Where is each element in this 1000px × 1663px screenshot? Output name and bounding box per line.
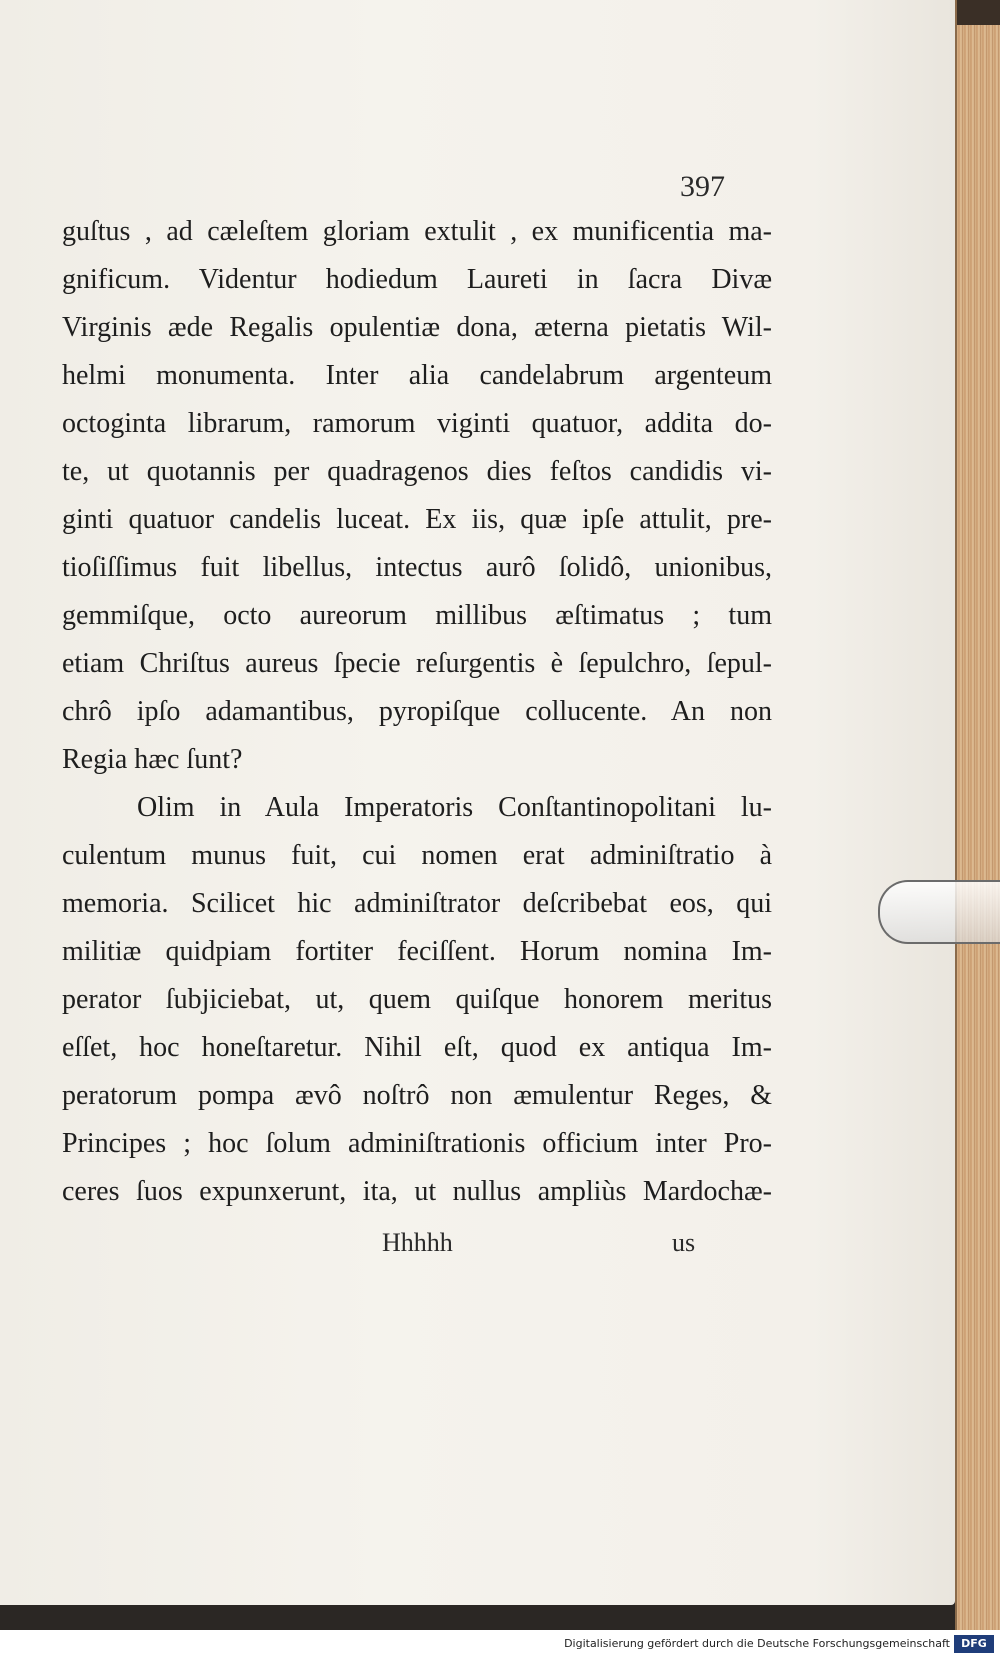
text-line: Regia hæc ſunt? xyxy=(62,744,243,775)
text-line: Principes ; hoc ſolum adminiſtrationis officium inter Pro- xyxy=(62,1128,772,1159)
page-footer-marks xyxy=(62,1228,772,1268)
text-line: eſſet, hoc honeſtaretur. Nihil eſt, quod ex antiqua Im- xyxy=(62,1032,772,1063)
text-line: gemmiſque, octo aureorum millibus æſtimatus ; tum xyxy=(62,600,772,631)
text-line: tioſiſſimus fuit libellus, intectus aurô ſolidô, unionibus, xyxy=(62,552,772,583)
text-line: ginti quatuor candelis luceat. Ex iis, quæ ipſe attulit, pre- xyxy=(62,504,772,535)
funding-credit: Digitalisierung gefördert durch die Deutsche Forschungsgemeinschaft xyxy=(564,1637,950,1650)
text-line: helmi monumenta. Inter alia candelabrum argenteum xyxy=(62,360,772,391)
text-line: ceres ſuos expunxerunt, ita, ut nullus ampliùs Mardochæ- xyxy=(62,1176,772,1207)
text-line: Virginis æde Regalis opulentiæ dona, æterna pietatis Wil- xyxy=(62,312,772,343)
text-line: etiam Chriſtus aureus ſpecie reſurgentis è ſepulchro, ſepul- xyxy=(62,648,772,679)
catchword: us xyxy=(672,1228,696,1257)
body-text xyxy=(62,208,772,1216)
text-line: peratorum pompa ævô noſtrô non æmulentur Reges, & xyxy=(62,1080,772,1111)
text-line: octoginta librarum, ramorum viginti quatuor, addita do- xyxy=(62,408,772,439)
book-top-shadow xyxy=(957,0,1000,25)
page-number: 397 xyxy=(680,170,725,203)
text-line: guſtus , ad cæleſtem gloriam extulit , ex munificentia ma- xyxy=(62,216,772,247)
signature-mark: Hhhhh xyxy=(382,1228,453,1257)
text-line: chrô ipſo adamantibus, pyropiſque collucente. An non xyxy=(62,696,772,727)
text-line: militiæ quidpiam fortiter feciſſent. Horum nomina Im- xyxy=(62,936,772,967)
digitization-footer xyxy=(0,1630,1000,1663)
book-page-edges xyxy=(955,0,1000,1630)
text-line: culentum munus fuit, cui nomen erat adminiſtratio à xyxy=(62,840,772,871)
text-line: te, ut quotannis per quadragenos dies feſtos candidis vi- xyxy=(62,456,772,487)
text-line: perator ſubjiciebat, ut, quem quiſque honorem meritus xyxy=(62,984,772,1015)
paragraph-start-line: Olim in Aula Imperatoris Conſtantinopolitani lu- xyxy=(137,792,772,823)
text-line: gnificum. Videntur hodiedum Laureti in ſacra Divæ xyxy=(62,264,772,295)
page-clip-holder xyxy=(878,880,1000,944)
dfg-logo: DFG xyxy=(954,1635,994,1653)
text-line: memoria. Scilicet hic adminiſtrator deſcribebat eos, qui xyxy=(62,888,772,919)
